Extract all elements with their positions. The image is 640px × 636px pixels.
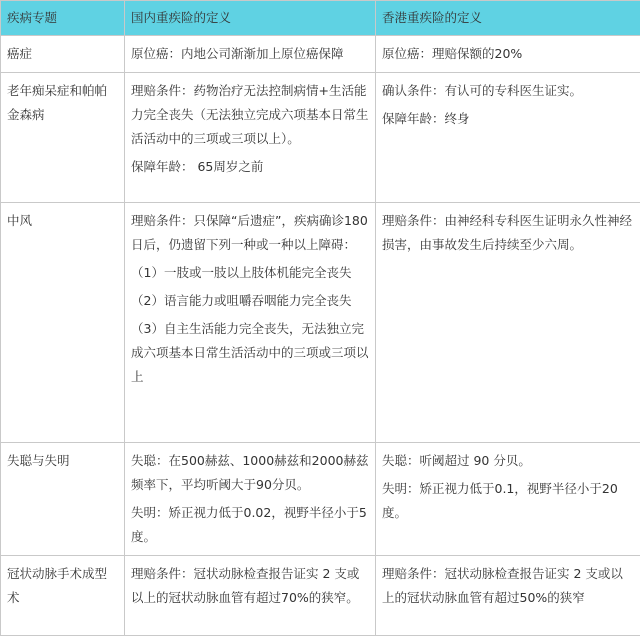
hongkong-cell [376, 556, 640, 636]
table-row [1, 73, 640, 203]
cell-paragraph: 理赔条件：冠状动脉检查报告证实 2 支或以上的冠状动脉血管有超过70%的狭窄。 [131, 562, 369, 610]
cell-paragraph: 原位癌：理赔保额的20% [382, 42, 634, 66]
header-hongkong-definition: 香港重疾险的定义 [376, 1, 640, 36]
cell-paragraph: 理赔条件：只保障“后遗症”，疾病确诊180日后，仍遗留下列一种或一种以上障碍： [131, 209, 369, 257]
header-row [1, 1, 640, 36]
cell-paragraph: 保障年龄：终身 [382, 107, 634, 131]
mainland-cell [125, 36, 376, 73]
mainland-cell [125, 73, 376, 203]
cell-paragraph: （1）一肢或一肢以上肢体机能完全丧失 [131, 261, 369, 285]
cell-paragraph: （2）语言能力或咀嚼吞咽能力完全丧失 [131, 289, 369, 313]
header-mainland-definition: 国内重疾险的定义 [125, 1, 376, 36]
hongkong-cell [376, 203, 640, 443]
hongkong-cell [376, 443, 640, 556]
cell-paragraph: 失明：矫正视力低于0.1，视野半径小于20度。 [382, 477, 634, 525]
table-row [1, 556, 640, 636]
cell-paragraph: 原位癌：内地公司渐渐加上原位癌保障 [131, 42, 369, 66]
cell-paragraph: 确认条件：有认可的专科医生证实。 [382, 79, 634, 103]
mainland-cell [125, 443, 376, 556]
disease-name: 中风 [1, 203, 125, 443]
disease-name: 失聪与失明 [1, 443, 125, 556]
disease-name: 癌症 [1, 36, 125, 73]
table-row [1, 203, 640, 443]
cell-paragraph: 理赔条件：由神经科专科医生证明永久性神经损害，由事故发生后持续至少六周。 [382, 209, 634, 257]
cell-paragraph: 理赔条件：冠状动脉检查报告证实 2 支或以上的冠状动脉血管有超过50%的狭窄 [382, 562, 634, 610]
mainland-cell [125, 203, 376, 443]
table-row [1, 36, 640, 73]
hongkong-cell [376, 36, 640, 73]
cell-paragraph: 失明：矫正视力低于0.02，视野半径小于5度。 [131, 501, 369, 549]
cell-paragraph: 保障年龄： 65周岁之前 [131, 155, 369, 179]
header-disease-topic: 疾病专题 [1, 1, 125, 36]
cell-paragraph: 失聪：听阈超过 90 分贝。 [382, 449, 634, 473]
hongkong-cell [376, 73, 640, 203]
cell-paragraph: （3）自主生活能力完全丧失，无法独立完成六项基本日常生活活动中的三项或三项以上 [131, 317, 369, 389]
table-row [1, 443, 640, 556]
disease-name: 冠状动脉手术成型术 [1, 556, 125, 636]
disease-name: 老年痴呆症和帕帕金森病 [1, 73, 125, 203]
cell-paragraph: 理赔条件：药物治疗无法控制病情+生活能力完全丧失（无法独立完成六项基本日常生活活动中的三项或三项以上）。 [131, 79, 369, 151]
cell-paragraph: 失聪：在500赫兹、1000赫兹和2000赫兹频率下，平均听阈大于90分贝。 [131, 449, 369, 497]
mainland-cell [125, 556, 376, 636]
